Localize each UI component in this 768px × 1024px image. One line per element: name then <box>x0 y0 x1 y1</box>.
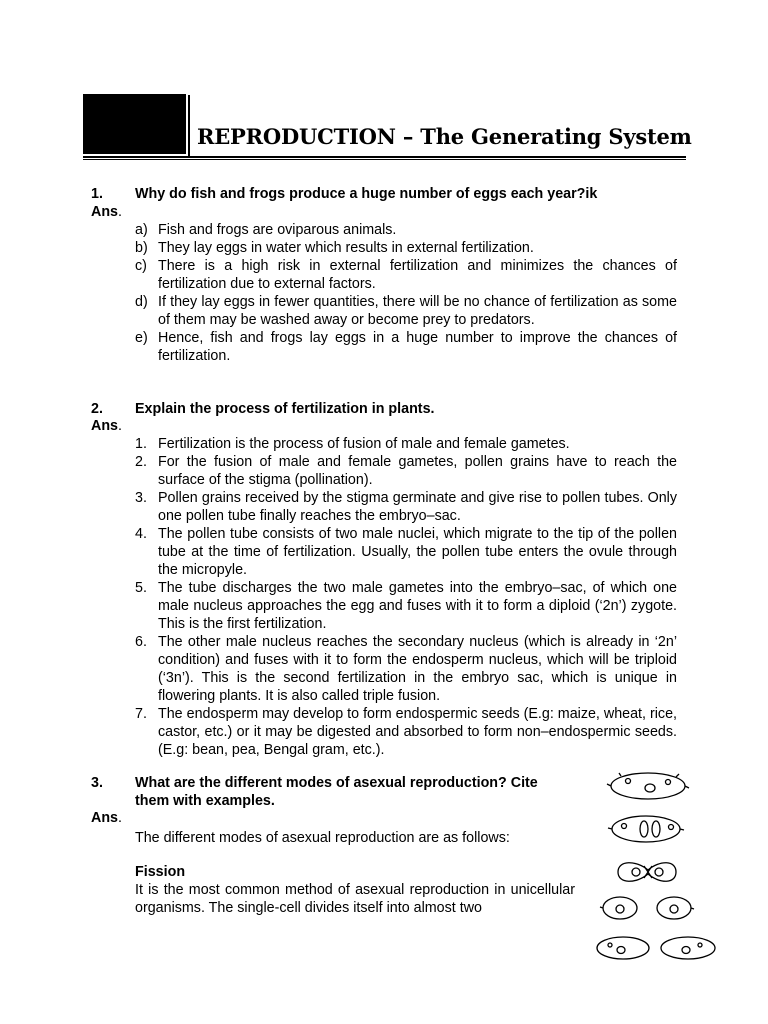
q2-answer-list <box>135 435 677 759</box>
list-item-text: If they lay eggs in fewer quantities, there will be no chance of fertilization as some of them may be washed away or become prey to predators. <box>158 294 677 328</box>
fission-text: It is the most common method of asexual reproduction in unicellular organisms. The single-cell divides itself into almost two <box>135 882 575 916</box>
list-item-text: They lay eggs in water which results in external fertilization. <box>158 240 534 256</box>
list-item-text: Fertilization is the process of fusion of male and female gametes. <box>158 436 570 452</box>
q3-question-line1: What are the different modes of asexual reproduction? Cite <box>135 775 538 791</box>
title-black-block <box>83 94 186 154</box>
q2-number: 2. <box>91 401 103 417</box>
list-marker: 1. <box>135 436 147 452</box>
list-marker: 3. <box>135 490 147 506</box>
paramecium-stage-1 <box>607 773 689 799</box>
q2-answer-item <box>135 579 677 633</box>
q2-answer-item <box>135 525 677 579</box>
q2-answer-item <box>135 489 677 525</box>
list-marker: d) <box>135 294 148 310</box>
q1-answer-item <box>135 293 677 329</box>
page-title: REPRODUCTION – The Generating System <box>197 124 692 149</box>
q2-answer-item <box>135 453 677 489</box>
q3-question-line2: them with examples. <box>135 793 275 809</box>
q1-answer-item <box>135 239 677 257</box>
list-item-text: Pollen grains received by the stigma germinate and give rise to pollen tubes. Only one pollen tube finally reaches the embryo–sac. <box>158 490 677 524</box>
q2-answer-item <box>135 435 677 453</box>
list-marker: a) <box>135 222 148 238</box>
paramecium-stage-3 <box>618 863 676 882</box>
q3-intro: The different modes of asexual reproduction are as follows: <box>135 830 510 846</box>
list-marker: 4. <box>135 526 147 542</box>
list-item-text: Fish and frogs are oviparous animals. <box>158 222 397 238</box>
list-item-text: The endosperm may develop to form endospermic seeds (E.g: maize, wheat, rice, castor, etc.) or it may be digested and absorbed to form non–endospermic seeds. (E.g: bean, pea, Bengal gram, etc.). <box>158 706 677 758</box>
title-rule <box>83 156 686 158</box>
title-rule-thin <box>83 159 686 160</box>
q1-answer-item <box>135 257 677 293</box>
q2-ans-label: Ans. <box>91 418 122 434</box>
q1-answer-item <box>135 221 677 239</box>
q3-ans-label: Ans. <box>91 810 122 826</box>
list-marker: 6. <box>135 634 147 650</box>
paramecium-stage-4 <box>600 897 694 919</box>
q1-answer-list <box>135 221 677 365</box>
q2-question: Explain the process of fertilization in plants. <box>135 401 435 417</box>
q1-ans-label: Ans. <box>91 204 122 220</box>
list-item-text: The other male nucleus reaches the secondary nucleus (which is already in ‘2n’ condition) and fuses with it to form the endosperm nucleus, which will be triploid (‘3n’). This is the second fertilization in the embryo sac, which is unique in flowering plants. It is also called triple fusion. <box>158 634 677 704</box>
list-marker: c) <box>135 258 147 274</box>
list-item-text: Hence, fish and frogs lay eggs in a huge number to improve the chances of fertilization. <box>158 330 677 364</box>
paramecium-stage-5 <box>597 937 715 959</box>
paramecium-stage-2 <box>608 816 684 842</box>
q2-answer-item <box>135 633 677 705</box>
list-marker: 7. <box>135 706 147 722</box>
fission-illustration <box>596 766 724 966</box>
title-divider <box>188 95 190 156</box>
list-marker: 2. <box>135 454 147 470</box>
list-item-text: The tube discharges the two male gametes into the embryo–sac, of which one male nucleus approaches the egg and fuses with it to form a diploid (‘2n’) zygote. This is the first fertilization. <box>158 580 677 632</box>
fission-heading: Fission <box>135 864 186 880</box>
q1-answer-item <box>135 329 677 365</box>
list-item-text: There is a high risk in external fertilization and minimizes the chances of fertilization due to external factors. <box>158 258 677 292</box>
q1-question: Why do fish and frogs produce a huge number of eggs each year?ik <box>135 186 598 202</box>
q3-number: 3. <box>91 775 103 791</box>
list-marker: 5. <box>135 580 147 596</box>
q1-number: 1. <box>91 186 103 202</box>
list-item-text: For the fusion of male and female gametes, pollen grains have to reach the surface of the stigma (pollination). <box>158 454 677 488</box>
list-item-text: The pollen tube consists of two male nuclei, which migrate to the tip of the pollen tube at the time of fertilization. Usually, the pollen tube enters the ovule through the micropyle. <box>158 526 677 578</box>
q2-answer-item <box>135 705 677 759</box>
list-marker: b) <box>135 240 148 256</box>
list-marker: e) <box>135 330 148 346</box>
